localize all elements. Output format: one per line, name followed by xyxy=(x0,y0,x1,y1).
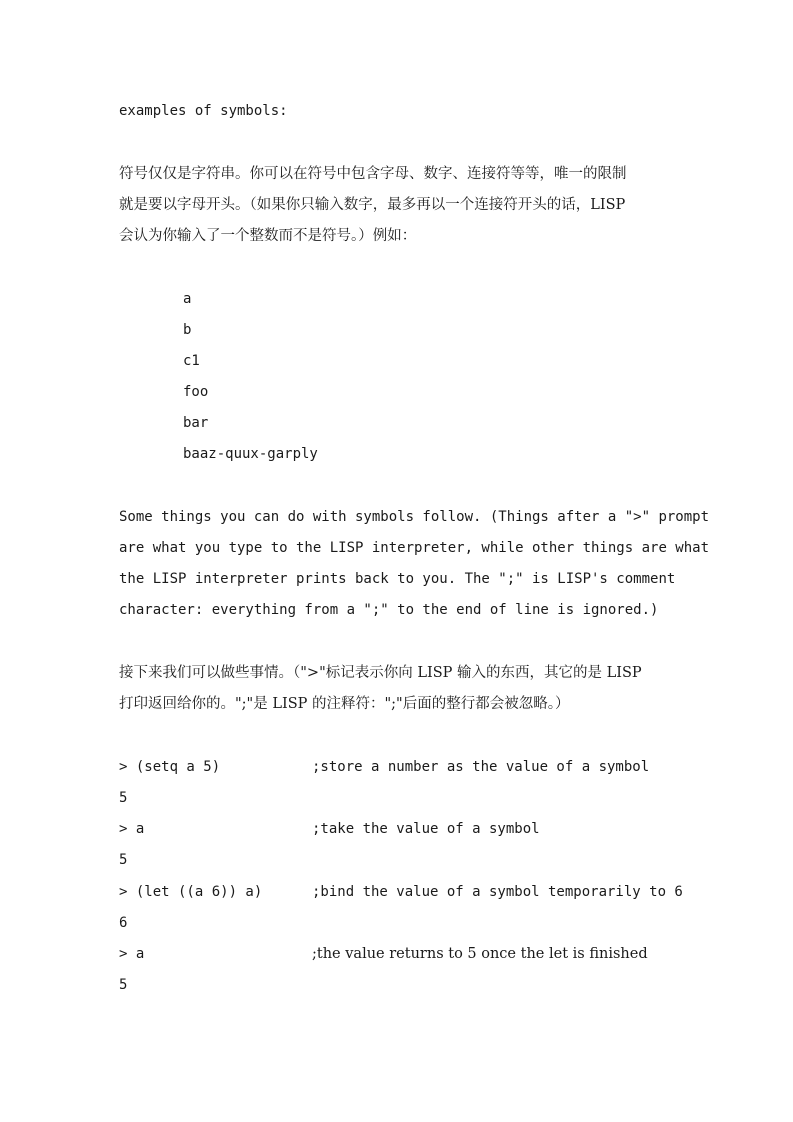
code-input: > (setq a 5) xyxy=(119,759,221,775)
paragraph-en-line-2: are what you type to the LISP interpreter, while other things are what xyxy=(119,540,710,556)
code-comment: ;bind the value of a symbol temporarily to 6 xyxy=(312,884,683,900)
code-input: > a xyxy=(119,946,145,962)
symbol-example: baaz-quux-garply xyxy=(183,446,318,462)
paragraph-cn-1-line-3: 会认为你输入了一个整数而不是符号。）例如： xyxy=(119,228,417,244)
paragraph-en-line-4: character: everything from a ";" to the end of line is ignored.) xyxy=(119,602,659,618)
code-comment: ;take the value of a symbol xyxy=(312,821,540,837)
symbol-example: foo xyxy=(183,384,209,400)
code-comment: ;store a number as the value of a symbol xyxy=(312,759,650,775)
symbol-example: c1 xyxy=(183,353,200,369)
code-comment: ;the value returns to 5 once the let is finished xyxy=(312,946,648,962)
paragraph-cn-2-line-1: 接下来我们可以做些事情。（">"标记表示你向 LISP 输入的东西，其它的是 LISP xyxy=(119,665,642,681)
code-output: 6 xyxy=(119,915,128,931)
paragraph-cn-1-line-1: 符号仅仅是字符串。你可以在符号中包含字母、数字、连接符等等，唯一的限制 xyxy=(119,166,627,182)
code-output: 5 xyxy=(119,977,128,993)
paragraph-en-line-3: the LISP interpreter prints back to you. The ";" is LISP's comment xyxy=(119,571,676,587)
symbol-example: a xyxy=(183,291,192,307)
code-input: > (let ((a 6)) a) xyxy=(119,884,263,900)
heading-examples-of-symbols: examples of symbols: xyxy=(119,103,288,119)
code-input: > a xyxy=(119,821,145,837)
paragraph-en-line-1: Some things you can do with symbols follow. (Things after a ">" prompt xyxy=(119,509,710,525)
code-output: 5 xyxy=(119,852,128,868)
symbol-example: b xyxy=(183,322,192,338)
code-output: 5 xyxy=(119,790,128,806)
paragraph-cn-1-line-2: 就是要以字母开头。（如果你只输入数字，最多再以一个连接符开头的话，LISP xyxy=(119,197,626,213)
symbol-example: bar xyxy=(183,415,209,431)
paragraph-cn-2-line-2: 打印返回给你的。";"是 LISP 的注释符：";"后面的整行都会被忽略。） xyxy=(119,696,570,712)
